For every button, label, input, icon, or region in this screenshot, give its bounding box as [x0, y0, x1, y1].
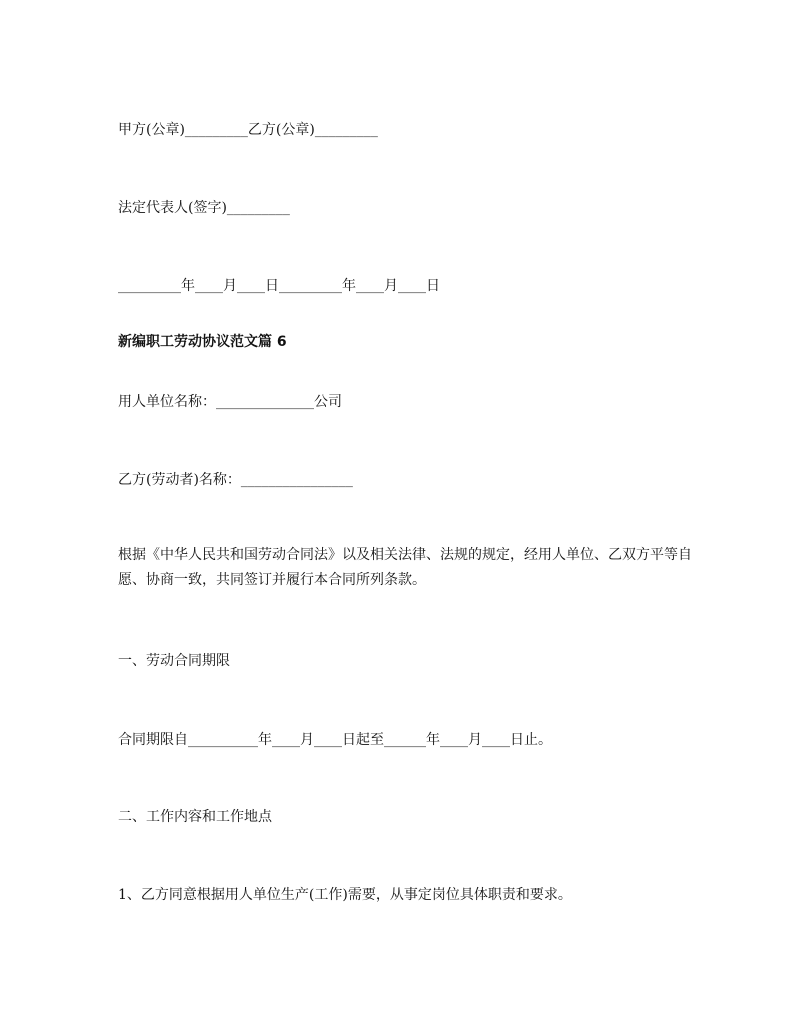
section-title: 新编职工劳动协议范文篇 6: [118, 334, 287, 350]
employer-name-line: 用人单位名称：______________公司: [118, 394, 342, 410]
signature-date-line: _________年____月____日_________年____月____日: [118, 278, 440, 294]
work-heading: 二、工作内容和工作地点: [118, 809, 272, 825]
parties-seal-line: 甲方(公章)_________乙方(公章)_________: [118, 122, 378, 138]
representative-signature-line: 法定代表人(签字)_________: [118, 200, 290, 216]
intro-paragraph: 根据《中华人民共和国劳动合同法》以及相关法律、法规的规定，经用人单位、乙双方平等自愿、协商一致，共同签订并履行本合同所列条款。: [118, 547, 692, 588]
employee-name-line: 乙方(劳动者)名称：________________: [118, 472, 353, 488]
work-item-1: 1、乙方同意根据用人单位生产(工作)需要，从事定岗位具体职责和要求。: [118, 887, 572, 903]
term-line: 合同期限自__________年____月____日起至______年____月____日止。: [118, 732, 552, 748]
term-heading: 一、劳动合同期限: [118, 653, 230, 669]
